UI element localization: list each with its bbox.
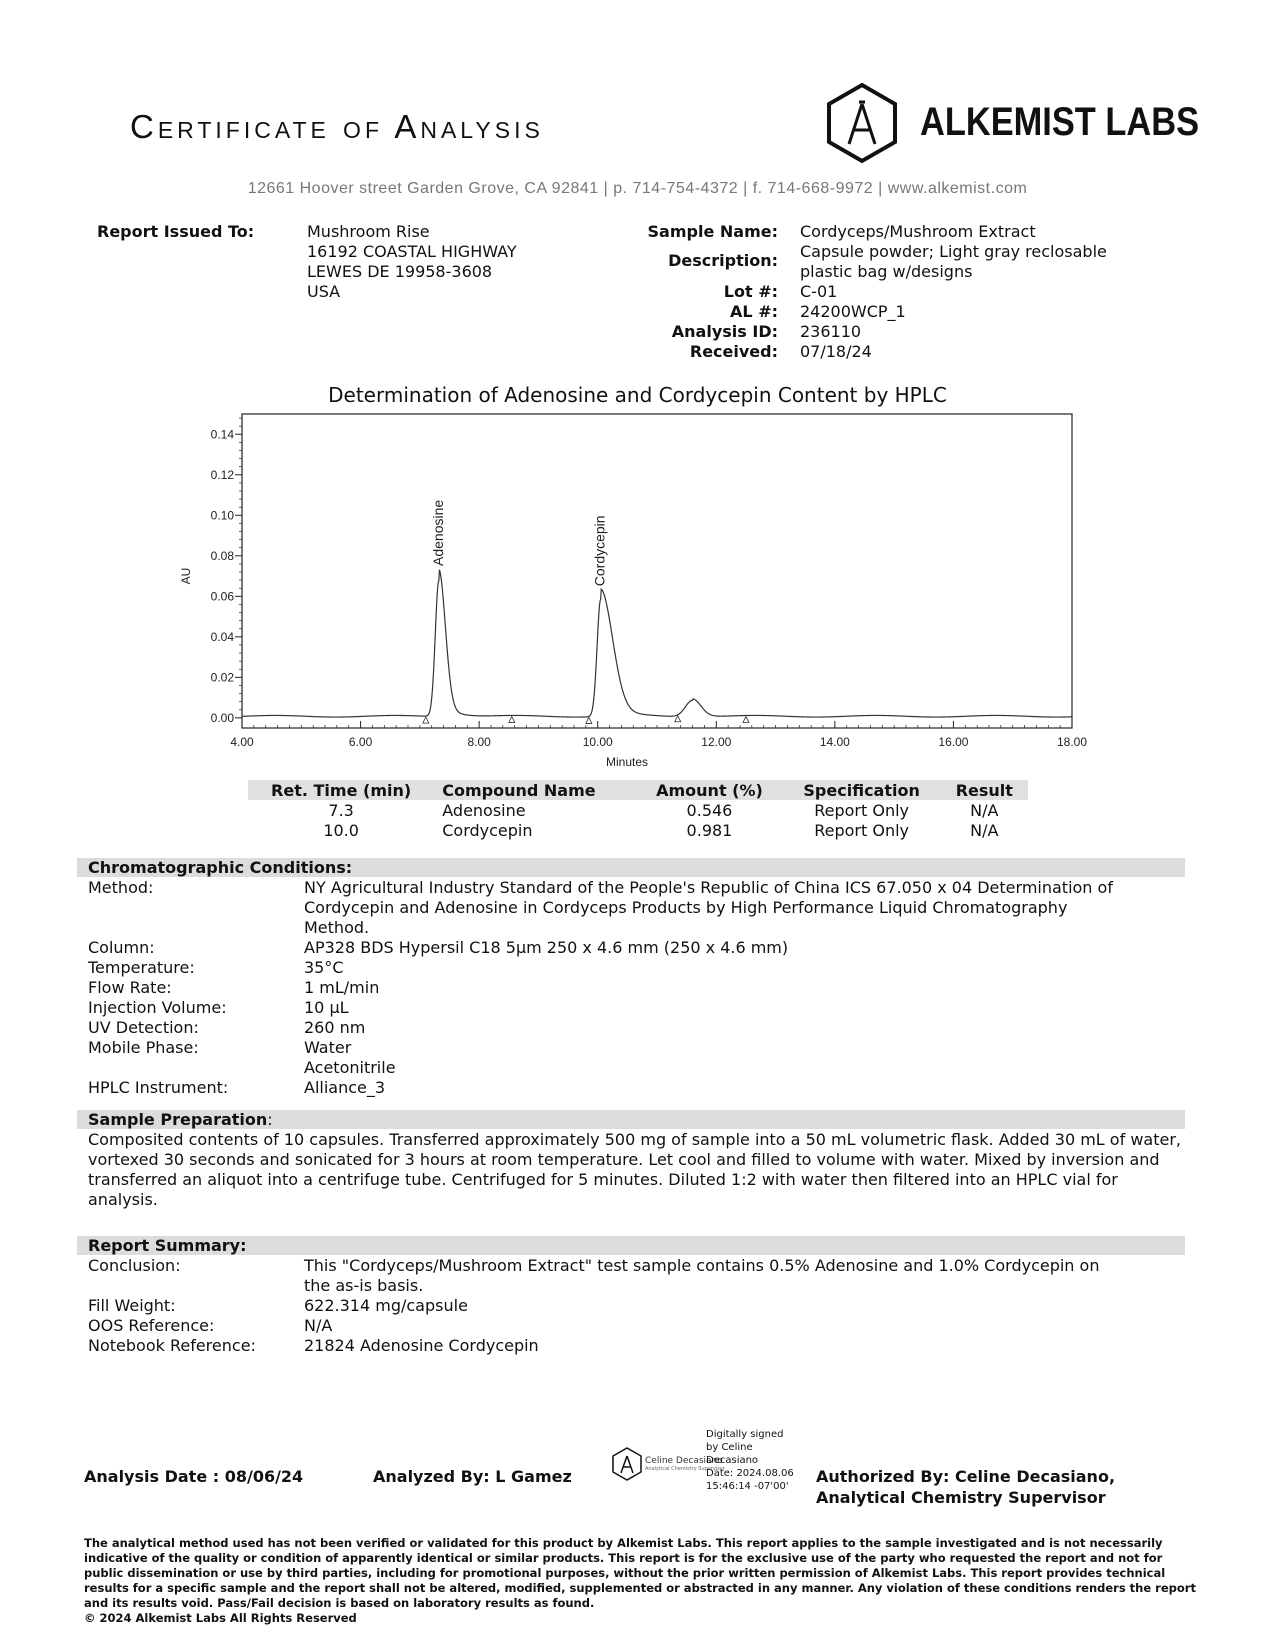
digital-sig-line5: 15:46:14 -07'00' (706, 1481, 789, 1492)
report-issued-to-label: Report Issued To: (97, 222, 255, 241)
fill-weight-label: Fill Weight: (88, 1296, 176, 1315)
hplc-chromatogram (179, 408, 1088, 788)
results-header-row (248, 780, 1028, 800)
digital-sig-line1: Digitally signed (706, 1429, 784, 1440)
logo-text: ALKEMIST LABS (920, 100, 1200, 144)
hplc-instrument-value: Alliance_3 (304, 1078, 386, 1097)
x-tick-label: 8.00 (467, 735, 491, 749)
cell-ret-time: 10.0 (323, 820, 359, 840)
x-tick-label: 6.00 (348, 735, 373, 749)
x-axis-label: Minutes (605, 755, 649, 769)
cell-result: N/A (970, 800, 999, 820)
cell-specification: Report Only (814, 800, 910, 820)
conditions-heading: Chromatographic Conditions: (88, 858, 353, 877)
al-value: 24200WCP_1 (800, 302, 906, 321)
alkemist-logo-icon (825, 82, 899, 164)
chart-title: Determination of Adenosine and Cordycepin Content by HPLC (328, 383, 947, 407)
mobile-phase-1: Water (304, 1038, 352, 1057)
peak-label: Cordycepin (591, 515, 608, 587)
injection-volume-label: Injection Volume: (88, 998, 227, 1017)
signature-name-small: Celine Decasiano (645, 1456, 723, 1466)
x-tick-label: 14.00 (819, 735, 850, 749)
temperature-label: Temperature: (88, 958, 195, 977)
y-tick-label: 0.12 (210, 467, 234, 482)
client-street: 16192 COASTAL HIGHWAY (307, 242, 517, 261)
analyzed-by: Analyzed By: L Gamez (373, 1467, 572, 1486)
peak-label: Adenosine (429, 499, 446, 566)
client-city: LEWES DE 19958-3608 (307, 262, 493, 281)
disclaimer-text: The analytical method used has not been verified or validated for this product by Alkemist Labs. This report applies to the sample investigated and is not necessarily indicative of the quality or condition of apparently identical or similar products. This report is for the exclusive use of the party who requested the report and not for public dissemination or use by third parties, including for promotional purposes, without the prior written permission of Alkemist Labs. This report provides technical results for a specific sample and the report shall not be altered, modified, supplemented or abstracted in any manner. Any violation of these conditions renders the report and its results void. Pass/Fail decision is based on laboratory results as found. (84, 1536, 1196, 1610)
description-line2: plastic bag w/designs (800, 262, 973, 281)
temperature-value: 35°C (304, 958, 344, 977)
notebook-reference-label: Notebook Reference: (88, 1336, 256, 1355)
disclaimer (84, 1536, 1204, 1626)
y-tick-label: 0.08 (210, 548, 234, 563)
results-table (248, 780, 1028, 840)
analysis-id-value: 236110 (800, 322, 862, 341)
authorized-by-line2: Analytical Chemistry Supervisor (816, 1488, 1106, 1507)
x-tick-label: 4.00 (230, 735, 254, 749)
y-tick-label: 0.02 (210, 670, 234, 685)
table-row (248, 800, 1028, 820)
method-line1: NY Agricultural Industry Standard of the People's Republic of China ICS 67.050 x 04 Determination of (304, 878, 1113, 897)
flow-rate-value: 1 mL/min (304, 978, 380, 997)
analysis-date: Analysis Date : 08/06/24 (84, 1467, 304, 1486)
notebook-reference-value: 21824 Adenosine Cordycepin (304, 1336, 539, 1355)
description-line1: Capsule powder; Light gray reclosable (800, 242, 1107, 261)
fill-weight-value: 622.314 mg/capsule (304, 1296, 468, 1315)
baseline-marker (675, 716, 681, 722)
x-tick-label: 12.00 (701, 735, 732, 749)
mobile-phase-2: Acetonitrile (304, 1058, 396, 1077)
cell-ret-time: 7.3 (328, 800, 354, 820)
digital-sig-line4: Date: 2024.08.06 (706, 1468, 794, 1479)
lot-label: Lot #: (723, 282, 778, 301)
signature-seal-icon (610, 1446, 644, 1482)
analysis-id-label: Analysis ID: (671, 322, 778, 341)
x-tick-label: 16.00 (938, 735, 969, 749)
mobile-phase-label: Mobile Phase: (88, 1038, 199, 1057)
baseline-marker (423, 717, 429, 723)
conclusion-label: Conclusion: (88, 1256, 181, 1275)
conclusion-line1: This "Cordyceps/Mushroom Extract" test sample contains 0.5% Adenosine and 1.0% Cordycepin on (304, 1256, 1100, 1275)
description-label: Description: (668, 251, 778, 270)
header-ret-time: Ret. Time (min) (248, 780, 434, 800)
y-tick-label: 0.14 (210, 427, 234, 442)
summary-heading: Report Summary: (88, 1236, 247, 1255)
cell-amount: 0.546 (686, 800, 733, 820)
header-specification: Specification (783, 780, 941, 800)
y-tick-label: 0.10 (210, 508, 234, 523)
method-line3: Method. (304, 918, 370, 937)
digital-sig-line2: by Celine (706, 1442, 753, 1453)
cell-result: N/A (970, 820, 999, 840)
sample-name: Cordyceps/Mushroom Extract (800, 222, 1036, 241)
baseline-marker (586, 717, 592, 723)
received-label: Received: (689, 342, 778, 361)
injection-volume-value: 10 μL (304, 998, 349, 1017)
plot-frame (242, 414, 1072, 728)
authorized-by-line1: Authorized By: Celine Decasiano, (816, 1467, 1116, 1486)
hplc-instrument-label: HPLC Instrument: (88, 1078, 229, 1097)
prep-heading-colon: : (267, 1110, 273, 1129)
y-tick-label: 0.06 (210, 589, 234, 604)
chromatogram-trace (242, 570, 1071, 717)
uv-detection-label: UV Detection: (88, 1018, 199, 1037)
prep-heading-wrap (88, 1110, 273, 1129)
received-value: 07/18/24 (800, 342, 872, 361)
conclusion-line2: the as-is basis. (304, 1276, 424, 1295)
sample-name-label: Sample Name: (647, 222, 778, 241)
client-name: Mushroom Rise (307, 222, 430, 241)
y-axis-label: AU (179, 567, 193, 585)
header-amount: Amount (%) (636, 780, 782, 800)
method-label: Method: (88, 878, 154, 897)
cell-specification: Report Only (814, 820, 910, 840)
cell-compound: Adenosine (442, 800, 526, 820)
column-value: AP328 BDS Hypersil C18 5μm 250 x 4.6 mm (250 x 4.6 mm) (304, 938, 789, 957)
prep-text: Composited contents of 10 capsules. Transferred approximately 500 mg of sample into a 50 mL volumetric flask. Added 30 mL of water, vortexed 30 seconds and sonicated for 3 hours at room temperature. Let cool and filled to volume with water. Mixed by inversion and transferred an aliquot into a centrifuge tube. Centrifuged for 5 minutes. Diluted 1:2 with water then filtered into an HPLC vial for analysis. (88, 1130, 1181, 1209)
column-label: Column: (88, 938, 155, 957)
prep-heading: Sample Preparation (88, 1110, 268, 1129)
y-tick-label: 0.00 (210, 710, 234, 725)
method-line2: Cordycepin and Adenosine in Cordyceps Products by High Performance Liquid Chromatography (304, 898, 1068, 917)
table-row (248, 820, 1028, 840)
copyright: © 2024 Alkemist Labs All Rights Reserved (84, 1611, 357, 1625)
client-country: USA (307, 282, 341, 301)
signature-title-small: Analytical Chemistry Supervisor (645, 1466, 726, 1472)
cell-amount: 0.981 (686, 820, 733, 840)
al-label: AL #: (730, 302, 778, 321)
cell-compound: Cordycepin (442, 820, 533, 840)
document-title: Certificate of Analysis (130, 108, 544, 145)
baseline-marker (509, 716, 515, 722)
header-compound: Compound Name (434, 780, 636, 800)
lab-address: 12661 Hoover street Garden Grove, CA 92841 | p. 714-754-4372 | f. 714-668-9972 | www.alkemist.com (247, 180, 1028, 197)
oos-reference-value: N/A (304, 1316, 333, 1335)
lot-value: C-01 (800, 282, 838, 301)
baseline-marker (743, 717, 749, 723)
flow-rate-label: Flow Rate: (88, 978, 172, 997)
uv-detection-value: 260 nm (304, 1018, 366, 1037)
x-tick-label: 10.00 (582, 735, 613, 749)
y-tick-label: 0.04 (210, 629, 234, 644)
digital-sig-line3: Decasiano (706, 1455, 759, 1466)
header-result: Result (941, 780, 1028, 800)
oos-reference-label: OOS Reference: (88, 1316, 215, 1335)
x-tick-label: 18.00 (1056, 735, 1088, 749)
